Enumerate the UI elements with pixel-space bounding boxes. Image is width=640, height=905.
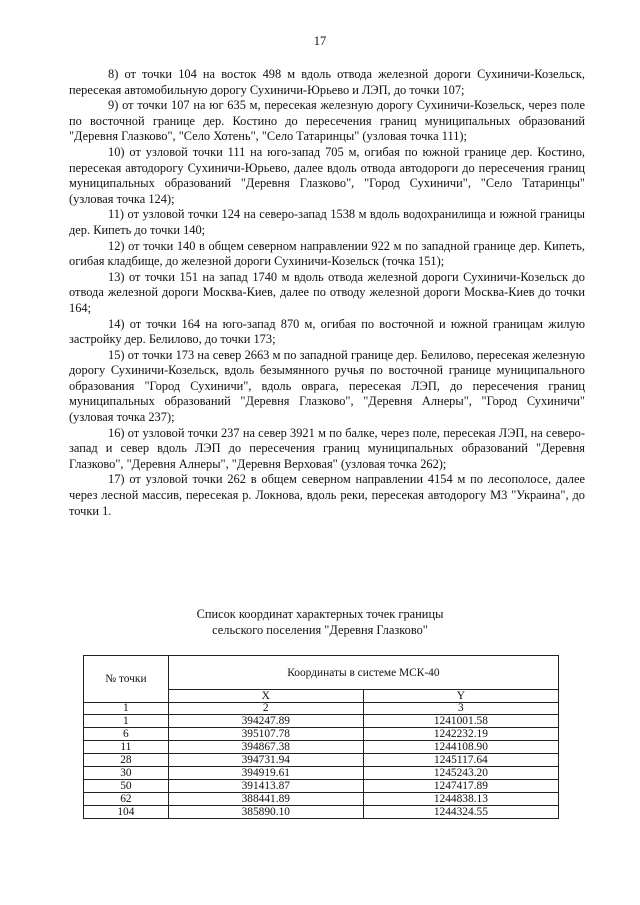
paragraph-11: 11) от узловой точки 124 на северо-запад 1538 м вдоль водохранилища и южной границы дер. Кипеть до точки 140; (69, 207, 585, 237)
paragraph-15: 15) от точки 173 на север 2663 м по западной границе дер. Белилово, пересекая железную дорогу Сухиничи-Козельск, вдоль безымянного ручья по восточной границе муниципального образования "Город Сухиничи", вдоль оврага, пересекая ЛЭП, до пересечения границ муниципальных образований "Деревня Глазково", "Деревня Алнеры", "Город Сухиничи" (узловая точка 237); (69, 347, 585, 425)
page-number: 17 (313, 34, 327, 48)
paragraph-13: 13) от точки 151 на запад 1740 м вдоль отвода железной дороги Сухиничи-Козельск до отвода железной дороги Москва-Киев, далее по отводу железной дороги Москва-Киев до точки 164; (69, 269, 585, 315)
table-row (84, 754, 559, 767)
x-cell: 394247.89 (168, 715, 363, 728)
list-title-line-1: Список координат характерных точек границы (196, 607, 444, 621)
y-cell: 1244838.13 (363, 793, 558, 806)
point-cell: 11 (84, 741, 169, 754)
y-cell: 1242232.19 (363, 728, 558, 741)
x-cell: 385890.10 (168, 806, 363, 819)
list-title-line-2: сельского поселения "Деревня Глазково" (212, 622, 428, 637)
point-cell: 50 (84, 780, 169, 793)
y-cell: 1247417.89 (363, 780, 558, 793)
header-y: Y (363, 690, 558, 703)
header-point-number: № точки (84, 656, 169, 703)
table-row (84, 728, 559, 741)
y-cell: 1241001.58 (363, 715, 558, 728)
y-cell: 1245243.20 (363, 767, 558, 780)
paragraph-12: 12) от точки 140 в общем северном направлении 922 м по западной границе дер. Кипеть, огибая кладбище, до железной дороги Сухиничи-Козельск (точка 151); (69, 238, 585, 269)
point-cell: 1 (84, 715, 169, 728)
header-coordinates: Координаты в системе МСК-40 (168, 656, 558, 690)
paragraph-17: 17) от узловой точки 262 в общем северном направлении 4154 м по лесополосе, далее через лесной массив, пересекая р. Локнова, вдоль реки, пересекая автодорогу М3 "Украина", до точки 1. (69, 472, 585, 518)
table-row (84, 767, 559, 780)
y-cell: 1244324.55 (363, 806, 558, 819)
header-x: X (168, 690, 363, 703)
table-row (84, 741, 559, 754)
point-cell: 30 (84, 767, 169, 780)
point-cell: 28 (84, 754, 169, 767)
table-row (84, 715, 559, 728)
point-cell: 104 (84, 806, 169, 819)
x-cell: 395107.78 (168, 728, 363, 741)
x-cell: 391413.87 (168, 780, 363, 793)
y-cell: 1245117.64 (363, 754, 558, 767)
table-row (84, 806, 559, 819)
table-row (84, 793, 559, 806)
table-row (84, 780, 559, 793)
boundary-description (69, 67, 585, 519)
paragraph-16: 16) от узловой точки 237 на север 3921 м по балке, через поле, пересекая ЛЭП, на северо-запад и север вдоль ЛЭП до пересечения границ муниципальных образований "Деревня Глазково", "Деревня Алнеры", "Деревня Верховая" (узловая точка 262); (69, 425, 585, 471)
column-number-1: 1 (84, 703, 169, 715)
x-cell: 394919.61 (168, 767, 363, 780)
column-number-2: 2 (168, 703, 363, 715)
column-number-3: 3 (363, 703, 558, 715)
y-cell: 1244108.90 (363, 741, 558, 754)
paragraph-10: 10) от узловой точки 111 на юго-запад 705 м, огибая по южной границе дер. Костино, пересекая автодорогу Сухиничи-Юрьево, далее вдоль отвода автодороги до пересечения границ муниципальных образований "Деревня Глазково", "Город Сухиничи", "Село Татаринцы" (узловая точка 124); (69, 144, 585, 206)
point-cell: 62 (84, 793, 169, 806)
x-cell: 394867.38 (168, 741, 363, 754)
paragraph-8: 8) от точки 104 на восток 498 м вдоль отвода железной дороги Сухиничи-Козельск, пересекая автомобильную дорогу Сухиничи-Юрьево и ЛЭП, до точки 107; (69, 67, 585, 97)
x-cell: 394731.94 (168, 754, 363, 767)
point-cell: 6 (84, 728, 169, 741)
paragraph-14: 14) от точки 164 на юго-запад 870 м, огибая по восточной и южной границам жилую застройку дер. Белилово, до точки 173; (69, 316, 585, 347)
coordinates-list-title (0, 607, 640, 638)
paragraph-9: 9) от точки 107 на юг 635 м, пересекая железную дорогу Сухиничи-Козельск, через поле по восточной границе дер. Костино до пересечения границ муниципальных образований "Деревня Глазково", "Село Хотень", "Село Татаринцы" (узловая точка 111); (69, 98, 585, 144)
x-cell: 388441.89 (168, 793, 363, 806)
coordinates-table (83, 655, 559, 819)
